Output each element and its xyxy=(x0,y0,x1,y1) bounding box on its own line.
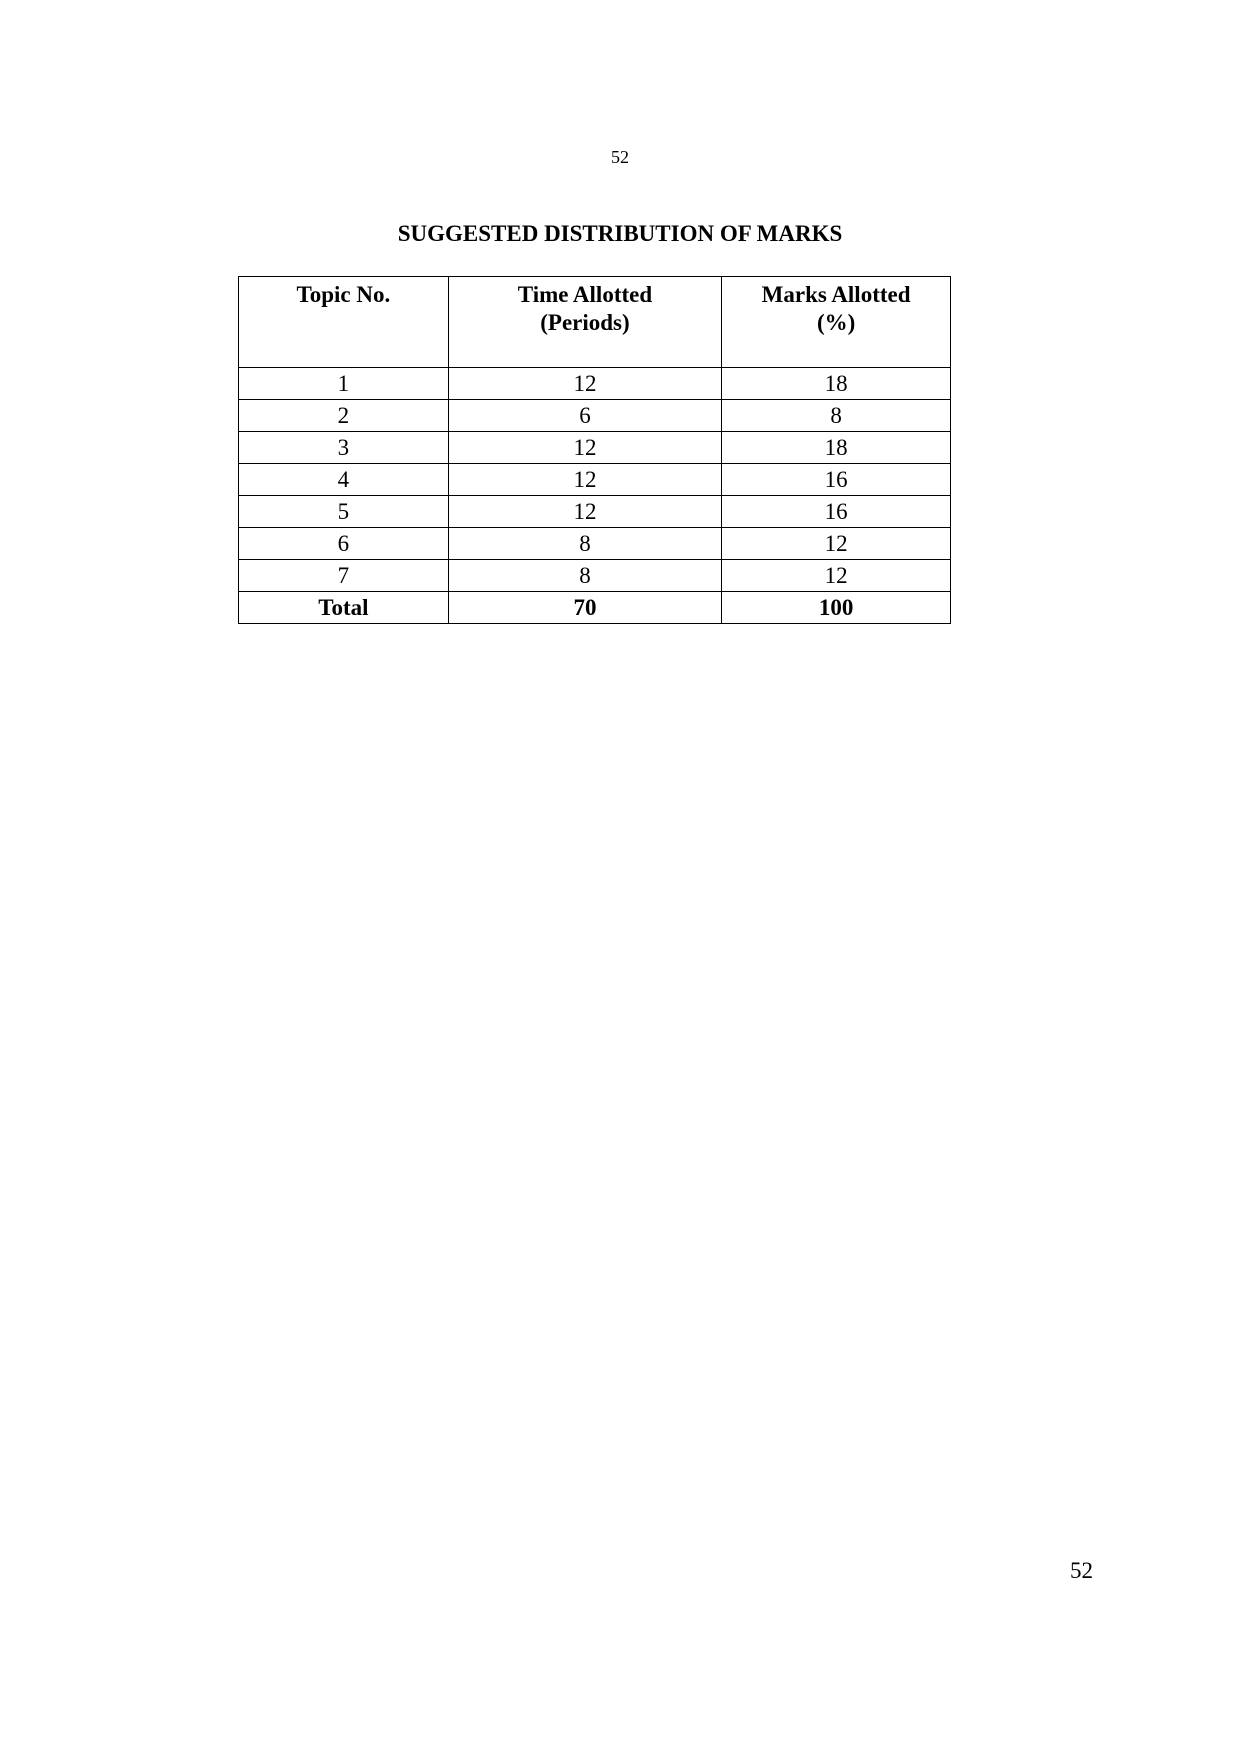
cell-marks-allotted: 16 xyxy=(722,496,951,528)
cell-marks-allotted: 16 xyxy=(722,464,951,496)
cell-topic-no: 3 xyxy=(239,432,449,464)
table-row xyxy=(239,400,951,432)
table-row xyxy=(239,464,951,496)
cell-time-allotted: 8 xyxy=(448,528,721,560)
page-number-top: 52 xyxy=(611,147,629,167)
table-row xyxy=(239,368,951,400)
header-time-allotted xyxy=(448,277,721,368)
cell-topic-no: 1 xyxy=(239,368,449,400)
table-header-row xyxy=(239,277,951,368)
header-topic-no-label: Topic No. xyxy=(296,282,391,307)
table-row xyxy=(239,432,951,464)
total-time-allotted: 70 xyxy=(448,592,721,624)
page-title: SUGGESTED DISTRIBUTION OF MARKS xyxy=(397,221,843,246)
marks-distribution-table xyxy=(238,276,951,624)
cell-topic-no: 6 xyxy=(239,528,449,560)
cell-time-allotted: 12 xyxy=(448,464,721,496)
cell-marks-allotted: 8 xyxy=(722,400,951,432)
cell-time-allotted: 12 xyxy=(448,368,721,400)
cell-topic-no: 4 xyxy=(239,464,449,496)
cell-time-allotted: 12 xyxy=(448,496,721,528)
cell-time-allotted: 6 xyxy=(448,400,721,432)
table-row xyxy=(239,560,951,592)
header-topic-no xyxy=(239,277,449,368)
cell-marks-allotted: 12 xyxy=(722,560,951,592)
cell-marks-allotted: 12 xyxy=(722,528,951,560)
total-label: Total xyxy=(239,592,449,624)
table-row xyxy=(239,496,951,528)
header-marks-allotted-unit: (%) xyxy=(816,310,856,335)
total-marks-allotted: 100 xyxy=(722,592,951,624)
header-time-allotted-unit: (Periods) xyxy=(540,310,630,335)
cell-marks-allotted: 18 xyxy=(722,368,951,400)
cell-topic-no: 5 xyxy=(239,496,449,528)
cell-topic-no: 7 xyxy=(239,560,449,592)
header-time-allotted-label: Time Allotted xyxy=(517,282,653,307)
page-number-bottom: 52 xyxy=(1070,1558,1093,1583)
header-marks-allotted-label: Marks Allotted xyxy=(761,282,911,307)
header-marks-allotted xyxy=(722,277,951,368)
cell-marks-allotted: 18 xyxy=(722,432,951,464)
cell-time-allotted: 12 xyxy=(448,432,721,464)
table-row xyxy=(239,528,951,560)
cell-topic-no: 2 xyxy=(239,400,449,432)
cell-time-allotted: 8 xyxy=(448,560,721,592)
table-total-row xyxy=(239,592,951,624)
